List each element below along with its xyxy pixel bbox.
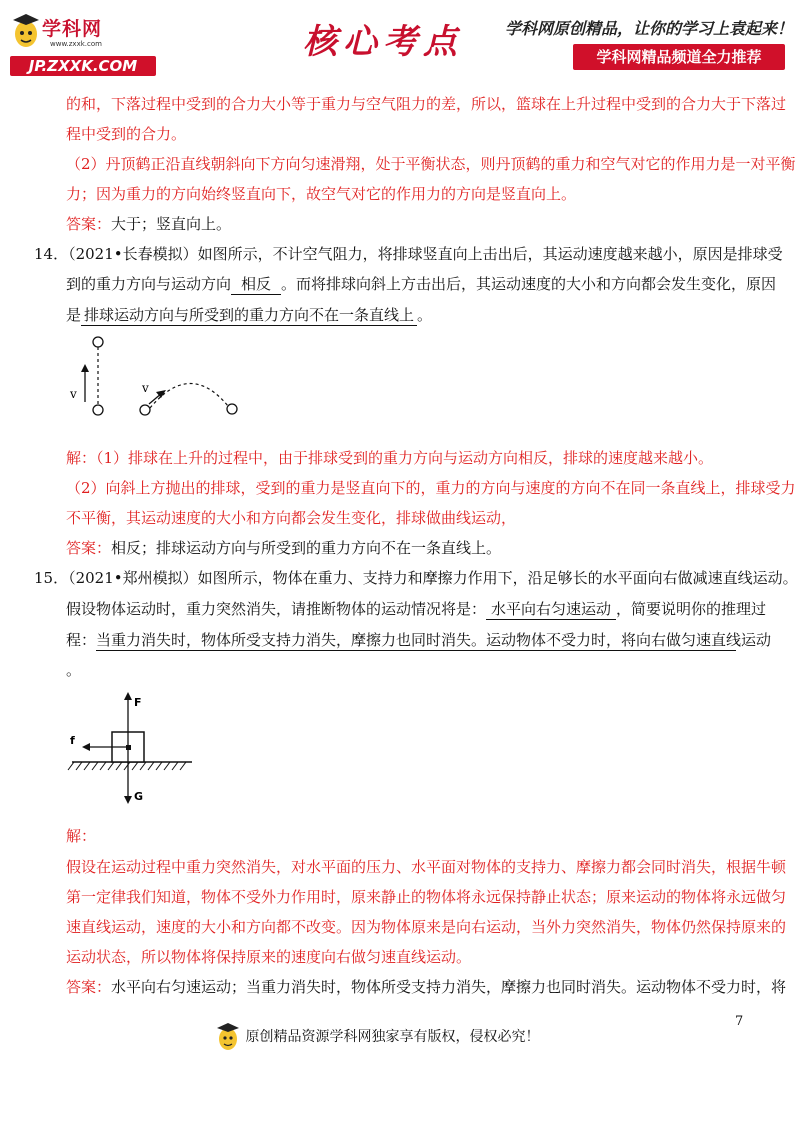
q14-line-2b: 。而将排球向斜上方击出后，其运动速度的大小和方向都会发生变化，原因 [281,275,777,293]
q15-solution-4: 运动状态，所以物体将保持原来的速度向右做匀速直线运动。 [66,948,472,966]
q14-line-3a: 是 [66,306,82,324]
answer-label: 答案： [66,215,112,233]
mascot-icon [215,1022,241,1052]
q15-line-3 [66,630,772,651]
fig-label-f: f [70,734,75,747]
fig-label-G: G [134,790,144,803]
q14-answer [66,538,501,558]
fig-label-F: F [134,696,142,709]
page-number: 7 [735,1014,744,1029]
q14-solution-1: 解：（1）排球在上升的过程中，由于排球受到的重力方向与运动方向相反，排球的速度越来越小。 [66,449,714,467]
answer-text: 水平向右匀速运动；当重力消失时，物体所受支持力消失，摩擦力也同时消失。运动物体不受力时，将 [111,978,787,996]
copyright-text: 原创精品资源学科网独家享有版权，侵权必究！ [245,1029,540,1045]
q15-solution-2: 第一定律我们知道，物体不受外力作用时，原来静止的物体将永远保持静止状态；原来运动的物体将永远做匀 [66,888,787,906]
q14-line-2 [66,274,776,295]
q15-line-2 [66,599,766,620]
answer-text: 大于；竖直向上。 [111,215,232,233]
ball-land [227,404,237,414]
fig-label-v2: v [142,381,149,395]
q15-line-1: 15．（2021•郑州模拟）如图所示，物体在重力、支持力和摩擦力作用下，沿足够长的水平面向右做减速直线运动。 [34,569,798,587]
intro-line-3: （2）丹顶鹤正沿直线朝斜向下方向匀速滑翔，处于平衡状态，则丹顶鹤的重力和空气对它的作用力是一对平衡 [66,155,796,173]
q15-blank-2: 当重力消失时，物体所受支持力消失，摩擦力也同时消失。运动物体不受力时，将向右做匀速直线运动 [96,631,772,649]
q15-line-2b: ，简要说明你的推理过 [616,600,767,618]
arrowhead-up-icon [81,364,89,372]
logo-domain: JP.ZXXK.COM [10,56,156,76]
mascot-icon [10,12,42,52]
answer-text: 相反；排球运动方向与所受到的重力方向不在一条直线上。 [111,539,502,557]
q14-blank-1: 相反 [231,274,281,295]
q15-line-2a: 假设物体运动时，重力突然消失，请推断物体的运动情况将是： [66,600,487,618]
arrowhead-up-icon [124,692,132,700]
q15-blank-1: 水平向右匀速运动 [486,599,616,620]
footer [215,1022,615,1052]
q14-solution-2: （2）向斜上方抛出的排球，受到的重力是竖直向下的，重力的方向与速度的方向不在同一条直线上，排球受力 [66,479,796,497]
q15-solution-3: 速直线运动，速度的大小和方向都不改变。因为物体原来是向右运动，当外力突然消失，物体仍然保持原来的 [66,918,787,936]
q14-solution-3: 不平衡，其运动速度的大小和方向都会发生变化，排球做曲线运动， [66,509,517,527]
logo-url: www.zxxk.com [50,40,102,48]
arrowhead-left-icon [82,743,90,751]
ball-launch [140,405,150,415]
header-title: 核心考点 [303,22,463,62]
intro-line-2: 程中受到的合力。 [66,125,187,143]
q14-line-3 [66,305,432,326]
fig-label-v1: v [70,387,77,401]
ground-hatch [68,762,186,770]
q14-figure [60,332,250,428]
intro-answer [66,214,231,234]
answer-label: 答案： [66,978,112,996]
logo-name: 学科网 [42,18,103,40]
ball-top [93,337,103,347]
q15-line-4: 。 [66,661,82,679]
intro-line-1: 的和，下落过程中受到的合力大小等于重力与空气阻力的差，所以，篮球在上升过程中受到的合力大于下落过 [66,95,787,113]
header-slogan: 学科网原创精品，让你的学习上袁起来！ [505,19,794,38]
q14-line-2a: 到的重力方向与运动方向 [66,275,232,293]
q15-figure [64,686,204,810]
q14-blank-2: 排球运动方向与所受到的重力方向不在一条直线上 [81,305,417,326]
q14-line-1: 14．（2021•长春模拟）如图所示，不计空气阻力，将排球竖直向上击出后，其运动速度越来越小，原因是排球受 [34,245,783,263]
q15-solution-1: 假设在运动过程中重力突然消失，对水平面的压力、水平面对物体的支持力、摩擦力都会同时消失，根据牛顿 [66,858,787,876]
arrowhead-down-icon [124,796,132,804]
q15-solution-label: 解： [66,827,97,845]
answer-label: 答案： [66,539,112,557]
q15-line-3a: 程： [66,631,97,649]
header-tag: 学科网精品频道全力推荐 [573,44,785,70]
ball-bottom [93,405,103,415]
site-logo [6,12,156,75]
intro-line-4: 力；因为重力的方向始终竖直向下，故空气对它的作用力的方向是竖直向上。 [66,185,577,203]
q14-line-3b: 。 [417,306,433,324]
q15-answer [66,977,786,997]
